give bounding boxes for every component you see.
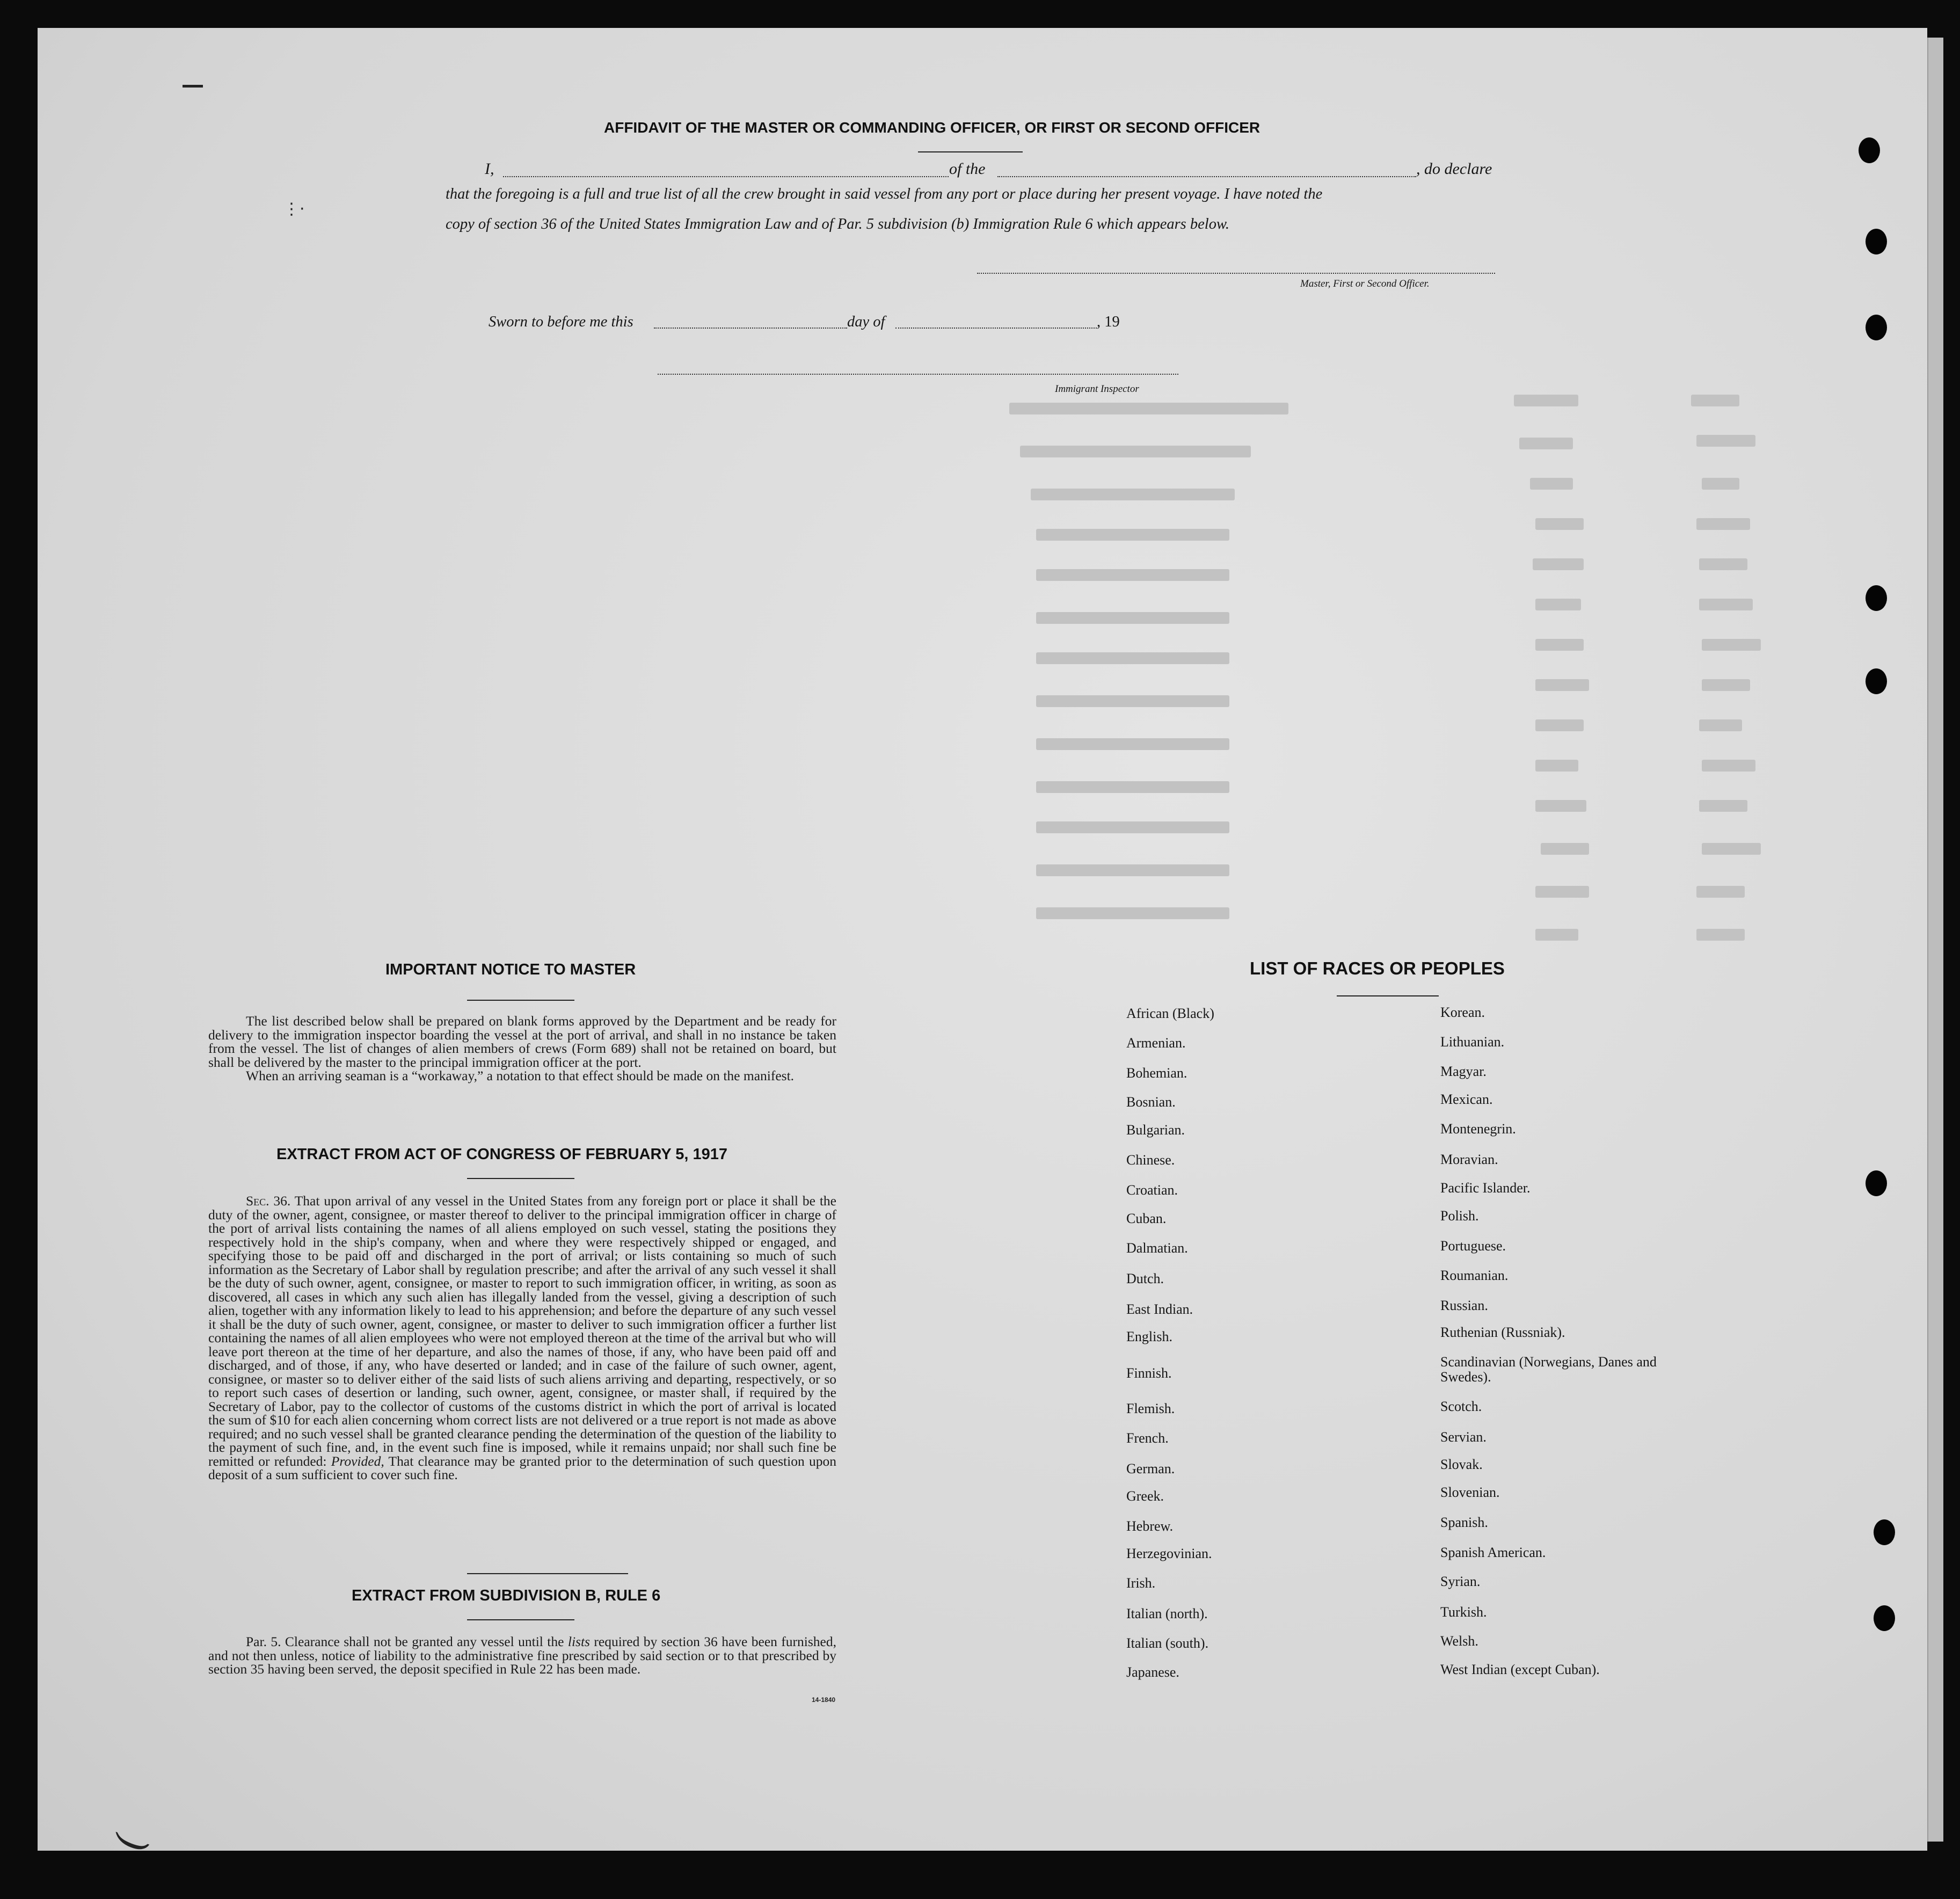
race-item: Japanese. [1126, 1664, 1179, 1680]
affidavit-line-3: copy of section 36 of the United States Immigration Law and of Par. 5 subdivision (b) Immigration Rule 6 which appears below. [446, 216, 1229, 232]
race-item: Flemish. [1126, 1401, 1175, 1416]
act-section-text: That upon arrival of any vessel in the United States from any foreign port or place it shall be the duty of the owner, agent, consignee, or master thereof to deliver to the principal immigration officer in charge of the port of arrival lists containing the names of all aliens employed on such vessel, stating the positions they respectively hold in the ship's company, when and where they were respectively shipped or engaged, and specifying those to be paid off and discharged in the port of arrival; or lists containing so much of such information as the Secretary of Labor shall by regulation prescribe; and after the arrival of any such vessel it shall be the duty of such owner, agent, consignee, or master to report to such immigration officer, in writing, as soon as discovered, all cases in which any such alien has illegally landed from the vessel, giving a description of such alien, together with any information likely to lead to his apprehension; and before the departure of any such vessel it shall be the duty of such owner, agent, consignee, or master to deliver to such immigration officer a further list containing the names of all alien employees who were not employed thereon at the time of the arrival but who will leave port thereon at the time of her departure, and also the names of those, if any, who have been paid off and discharged, and of those, if any, who have deserted or landed; and in case of the failure of such owner, agent, consignee, or master so to deliver either of the said lists of such aliens arriving and departing, respectively, or so to report such cases of desertion or landing, such owner, agent, consignee, or master shall, if required by the Secretary of Labor, pay to the collector of customs of the customs district in which the port of arrival is located the sum of $10 for each alien concerning whom correct lists are not delivered or a true report is not made as above required; and no such vessel shall be granted clearance pending the determination of the question of the liability to the payment of such fine, and, in the event such fine is imposed, while it remains unpaid; nor shall such fine be remitted or refunded: [208, 1193, 836, 1469]
notice-paragraph-1: The list described below shall be prepared on blank forms approved by the Department and be ready for delivery to the immigration inspector boarding the vessel at the port of arrival, and shall in no instance be taken from the vessel. The list of changes of alien members of crews (Form 689) shall not be retained on board, but shall be delivered by the master to the principal immigration officer at the port. [208, 1013, 836, 1070]
vessel-name-field[interactable] [997, 176, 1416, 177]
affidavit-title: AFFIDAVIT OF THE MASTER OR COMMANDING OFFICER, OR FIRST OR SECOND OFFICER [604, 119, 1260, 136]
race-item: Dalmatian. [1126, 1240, 1188, 1256]
race-item: Bohemian. [1126, 1065, 1187, 1081]
handwritten-mark: ( [106, 1831, 154, 1854]
inspector-label: Immigrant Inspector [1055, 383, 1139, 395]
affidavit-of-the-label: of the [949, 160, 986, 178]
rule-extract-title-rule [467, 1619, 574, 1620]
race-item: Italian (south). [1126, 1635, 1209, 1651]
notice-body [208, 1014, 836, 1083]
act-extract-title-rule [467, 1178, 574, 1179]
rule-extract-body [208, 1635, 836, 1676]
master-name-field[interactable] [503, 176, 949, 177]
race-item: Slovak. [1440, 1457, 1483, 1472]
sworn-month-field[interactable] [895, 328, 1097, 329]
officer-signature-field[interactable] [977, 273, 1495, 274]
race-item: Korean. [1440, 1005, 1485, 1020]
race-item: Italian (north). [1126, 1606, 1208, 1621]
sworn-year-label: , 19 [1097, 314, 1120, 330]
race-item: Portuguese. [1440, 1238, 1506, 1254]
stray-dash-mark [183, 85, 203, 88]
race-item: Spanish. [1440, 1515, 1488, 1530]
sworn-prefix-label: Sworn to before me this [489, 314, 633, 330]
race-item: Dutch. [1126, 1271, 1164, 1286]
act-proviso-text: That clearance may be granted prior to the determination of such question upon deposit of a sum sufficient to cover such fine. [208, 1453, 837, 1482]
race-item: Mexican. [1440, 1092, 1493, 1107]
act-proviso-word: Provided, [331, 1453, 384, 1469]
race-item: Ruthenian (Russniak). [1440, 1325, 1565, 1340]
rule-text-lists: lists [567, 1634, 590, 1649]
race-item: Slovenian. [1440, 1485, 1500, 1500]
act-extract-title: EXTRACT FROM ACT OF CONGRESS OF FEBRUARY 5, 1917 [276, 1146, 728, 1163]
race-item: Scandinavian (Norwegians, Danes and Swedes). [1440, 1354, 1657, 1385]
race-item: Bulgarian. [1126, 1122, 1185, 1138]
race-item: West Indian (except Cuban). [1440, 1662, 1600, 1677]
race-item: French. [1126, 1430, 1169, 1446]
race-item: English. [1126, 1329, 1172, 1344]
rule-extract-top-rule [467, 1573, 628, 1574]
sworn-day-of-label: day of [847, 314, 885, 330]
race-item: African (Black) [1126, 1006, 1214, 1021]
page-edge [1927, 38, 1943, 1842]
race-item: Montenegrin. [1440, 1121, 1516, 1137]
race-item: East Indian. [1126, 1301, 1193, 1317]
race-item: Chinese. [1126, 1152, 1175, 1168]
race-item: Polish. [1440, 1208, 1479, 1224]
notice-paragraph-2: When an arriving seaman is a “workaway,” a notation to that effect should be made on the manifest. [246, 1068, 795, 1083]
race-item: Hebrew. [1126, 1518, 1174, 1534]
race-item: Spanish American. [1440, 1545, 1546, 1560]
rule-extract-title: EXTRACT FROM SUBDIVISION B, RULE 6 [352, 1587, 661, 1604]
races-right-column [1440, 1005, 1671, 1691]
race-item: Turkish. [1440, 1604, 1487, 1620]
act-section-number: Sec. 36. [246, 1193, 291, 1209]
rule-text-b: required by section 36 have been furnished, and not then unless, notice of liability to the administrative fine prescribed by said section or to that prescribed by section 35 having been served, the deposit specified in Rule 22 has been made. [208, 1634, 836, 1677]
race-item: Bosnian. [1126, 1094, 1176, 1110]
form-number: 14-1840 [812, 1696, 836, 1704]
race-item: German. [1126, 1461, 1175, 1476]
affidavit-i-label: I, [485, 160, 494, 178]
race-item: Scotch. [1440, 1399, 1482, 1414]
race-item: Moravian. [1440, 1152, 1498, 1167]
race-item: Roumanian. [1440, 1268, 1509, 1283]
race-item: Herzegovinian. [1126, 1546, 1212, 1561]
race-item: Welsh. [1440, 1633, 1478, 1649]
race-item: Finnish. [1126, 1365, 1172, 1381]
races-title-rule [1337, 995, 1439, 996]
notice-title: IMPORTANT NOTICE TO MASTER [385, 961, 636, 978]
races-left-column [1126, 1006, 1214, 1693]
race-item: Cuban. [1126, 1211, 1167, 1226]
race-item: Croatian. [1126, 1182, 1178, 1198]
race-item: Irish. [1126, 1575, 1156, 1591]
affidavit-line-2: that the foregoing is a full and true list of all the crew brought in said vessel from any port or place during her present voyage. I have noted the [446, 186, 1323, 202]
races-title: LIST OF RACES OR PEOPLES [1250, 958, 1505, 978]
stray-dots-mark: ⋮· [283, 200, 305, 219]
race-item: Pacific Islander. [1440, 1180, 1531, 1196]
race-item: Lithuanian. [1440, 1034, 1505, 1050]
act-extract-body [208, 1194, 836, 1482]
affidavit-title-rule [918, 151, 1023, 152]
rule-text-a: Par. 5. Clearance shall not be granted any vessel until the [246, 1634, 564, 1649]
race-item: Magyar. [1440, 1064, 1487, 1079]
notice-title-rule [467, 1000, 574, 1001]
race-item: Syrian. [1440, 1574, 1481, 1589]
sworn-day-field[interactable] [654, 328, 847, 329]
inspector-signature-field[interactable] [658, 374, 1178, 375]
race-item: Servian. [1440, 1429, 1487, 1445]
officer-signature-label: Master, First or Second Officer. [1300, 278, 1430, 289]
affidavit-declare-label: , do declare [1416, 160, 1492, 178]
race-item: Russian. [1440, 1298, 1488, 1313]
race-item: Greek. [1126, 1488, 1164, 1504]
race-item: Armenian. [1126, 1035, 1186, 1051]
